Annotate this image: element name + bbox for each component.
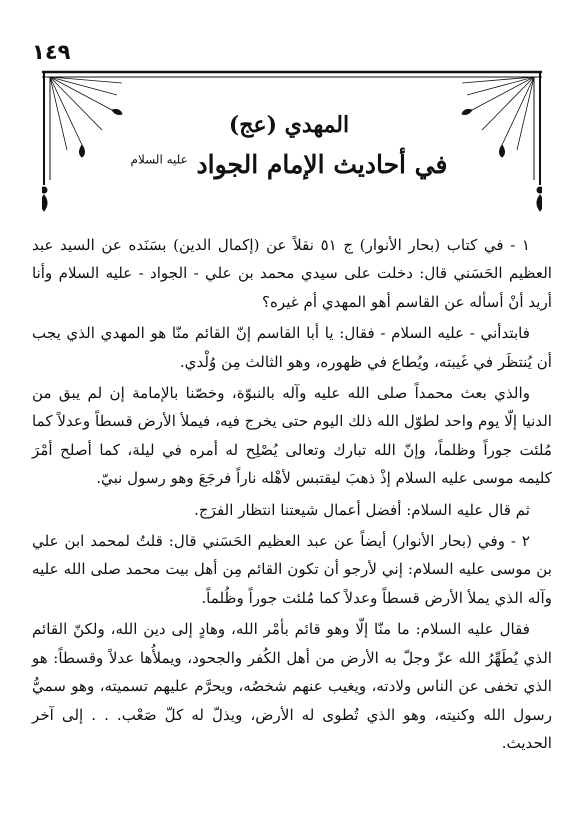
paragraph-4: ثم قال عليه السلام: أفضل أعمال شيعتنا انتظار الفرَج. (194, 500, 530, 519)
paragraph-1: ١ - في كتاب (بحار الأنوار) ج ٥١ نقلاً عن (إكمال الدين) بسَنَده عن السيد عبد العظيم الحَسَني قال: دخلت على سيدي محمد بن علي - الجواد - عليه السلام وأنا أريد أنْ أسأله عن القاسم أهو المهدي أم غيره؟ (32, 236, 552, 311)
paragraph-2: فابتدأني - عليه السلام - فقال: يا أبا القاسم إنّ القائم منّا هو المهدي الذي يجب أن يُنتظَر في غَيبته، ويُطاع في ظهوره، وهو الثالث مِن وُلْدي. (32, 324, 552, 371)
subtitle-main: في أحاديث الإمام الجواد (196, 150, 448, 179)
honorific-mark: عليه السلام (130, 152, 188, 167)
chapter-subtitle (60, 150, 518, 179)
page-number: ١٤٩ (32, 40, 71, 64)
body-text (32, 231, 552, 757)
paragraph-3: والذي بعث محمداً صلى الله عليه وآله بالنبوّة، وخصّنا بالإمامة إن لم يبق من الدنيا إلّا يوم واحد لطوّل الله ذلك اليوم حتى يخرج فيه، فيملأ الأرض قسطاً وعدلاً كما مُلئت جوراً وظلماً، وإنّ الله تبارك وتعالى يُصْلِح له أمره في ليلة، كما أصلح أمْرَ كليمه موسى عليه السلام إذْ ذهبَ ليقتبس لأهْله ناراً فرجَعَ وهو رسول نبيّ. (32, 384, 552, 488)
ornamental-frame (42, 70, 542, 220)
paragraph-5: ٢ - وفي (بحار الأنوار) أيضاً عن عبد العظيم الحَسَني قال: قلتُ لمحمد ابن علي بن موسى عليه السلام: إني لأرجو أن تكون القائم مِن أهل بيت محمد صلى الله عليه وآله الذي يملأ الأرض قسطاً وعدلاً كما مُلئت جوراً وظُلماً. (32, 532, 552, 607)
paragraph-6: فقال عليه السلام: ما منّا إلّا وهو قائم بأمْر الله، وهادٍ إلى دين الله، ولكنّ القائم الذي يُطَهِّرُ الله عزّ وجلّ به الأرض من أهل الكُفر والجحود، ويملأُها عدلاً وقسطاً: هو الذي تخفى عن الناس ولادته، ويغيب عنهم شخصُه، ويحرَّم عليهم تسميته، وهو سميُّ رسول الله وكنيته، وهو الذي تُطوى له الأرض، ويذلّ له كلّ صَعْب. . . إلى آخر الحديث. (32, 620, 552, 752)
chapter-title: المهدي (عج) (228, 112, 350, 138)
